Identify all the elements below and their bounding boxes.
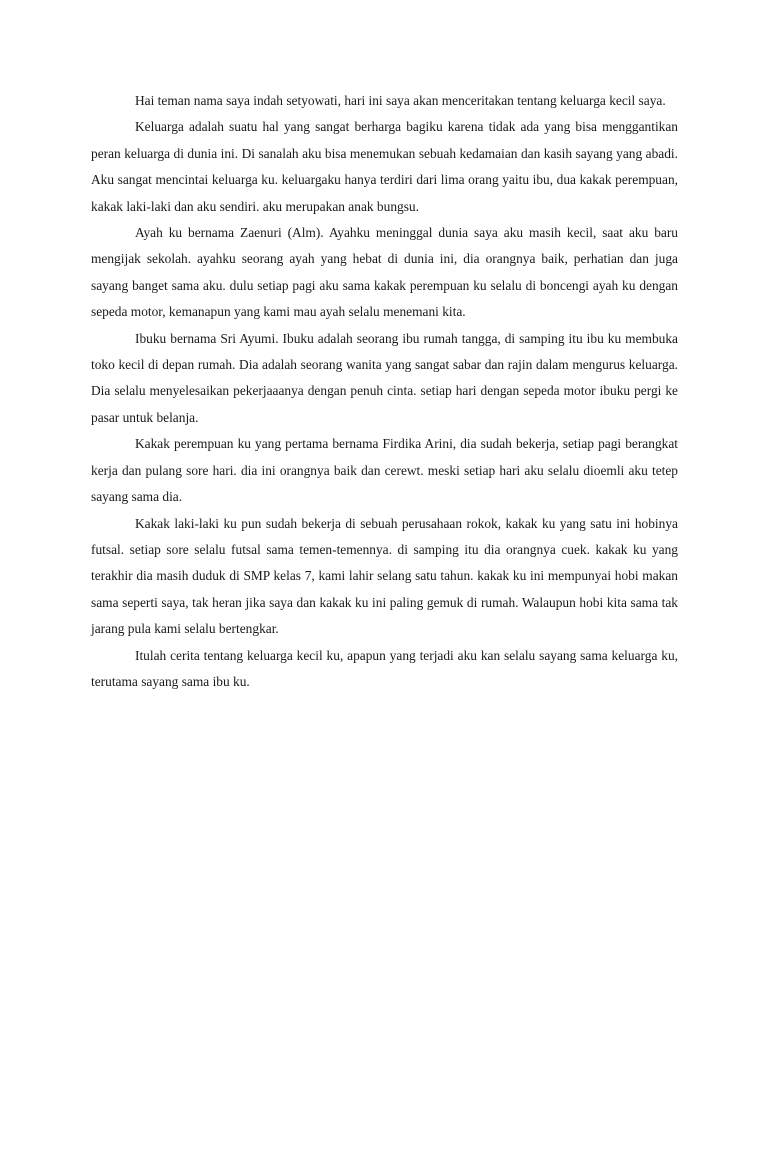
paragraph-older-sister: Kakak perempuan ku yang pertama bernama Firdika Arini, dia sudah bekerja, setiap pagi berangkat kerja dan pulang sore hari. dia ini orangnya baik dan cerewt. meski setiap hari aku selalu dioemli aku tetep sayang sama dia.: [91, 436, 678, 505]
paragraph-brother: Kakak laki-laki ku pun sudah bekerja di sebuah perusahaan rokok, kakak ku yang satu ini hobinya futsal. setiap sore selalu futsal sama temen-temennya. di samping itu dia orangnya cuek. kakak ku yang terakhir dia masih duduk di SMP kelas 7, kami lahir selang satu tahun. kakak ku ini mempunyai hobi makan sama seperti saya, tak heran jika saya dan kakak ku ini paling gemuk di rumah. Walaupun hobi kita sama tak jarang pula kami selalu bertengkar.: [91, 515, 678, 637]
document-body: [91, 88, 678, 695]
paragraph-closing: Itulah cerita tentang keluarga kecil ku, apapun yang terjadi aku kan selalu sayang sama keluarga ku, terutama sayang sama ibu ku.: [91, 647, 678, 689]
paragraph-father: Ayah ku bernama Zaenuri (Alm). Ayahku meninggal dunia saya aku masih kecil, saat aku baru mengijak sekolah. ayahku seorang ayah yang hebat di dunia ini, dia orangnya baik, perhatian dan juga sayang banget sama aku. dulu setiap pagi aku sama kakak perempuan ku selalu di boncengi ayah ku dengan sepeda motor, kemanapun yang kami mau ayah selalu menemani kita.: [91, 225, 678, 320]
paragraph-family: Keluarga adalah suatu hal yang sangat berharga bagiku karena tidak ada yang bisa menggantikan peran keluarga di dunia ini. Di sanalah aku bisa menemukan sebuah kedamaian dan kasih sayang yang abadi. Aku sangat mencintai keluarga ku. keluargaku hanya terdiri dari lima orang yaitu ibu, dua kakak perempuan, kakak laki-laki dan aku sendiri. aku merupakan anak bungsu.: [91, 119, 678, 214]
paragraph-mother: Ibuku bernama Sri Ayumi. Ibuku adalah seorang ibu rumah tangga, di samping itu ibu ku membuka toko kecil di depan rumah. Dia adalah seorang wanita yang sangat sabar dan rajin dalam mengurus keluarga. Dia selalu menyelesaikan pekerjaaanya dengan penuh cinta. setiap hari dengan sepeda motor ibuku pergi ke pasar untuk belanja.: [91, 330, 678, 425]
paragraph-intro: Hai teman nama saya indah setyowati, hari ini saya akan menceritakan tentang keluarga kecil saya.: [135, 93, 666, 108]
